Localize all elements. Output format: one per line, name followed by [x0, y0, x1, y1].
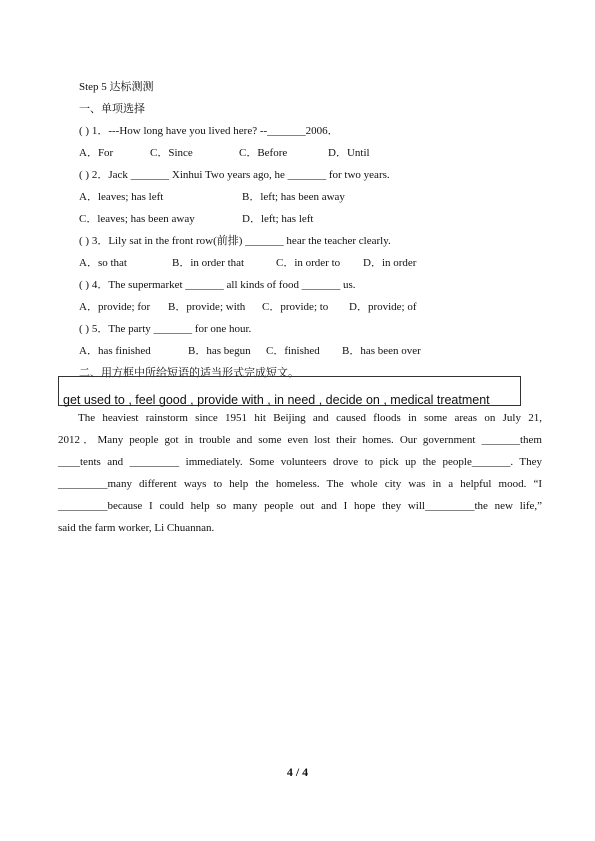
- question-5-stem: ( ) 5．The party _______ for one hour.: [79, 323, 252, 335]
- question-1-stem: ( ) 1．---How long have you lived here? --_______2006．: [79, 125, 339, 137]
- question-2-option: D．left; has left: [242, 213, 314, 225]
- passage-line: ____tents and _________ immediately. Some volunteers drove to pick up the people_______. They: [58, 456, 542, 468]
- question-3-option: C．in order to: [276, 257, 341, 269]
- question-4-stem: ( ) 4．The supermarket _______ all kinds of food _______ us.: [79, 279, 356, 291]
- passage-line: _________because I could help so many people out and I hope they will_________the new life,”: [58, 500, 542, 512]
- question-2-option: B．left; has been away: [242, 191, 345, 203]
- question-1-option: D．Until: [328, 147, 370, 159]
- question-5-option: B．has begun: [188, 345, 251, 357]
- question-2-option: C．leaves; has been away: [79, 213, 195, 225]
- question-1-option: A．For: [79, 147, 114, 159]
- question-4-option: D．provide; of: [349, 301, 417, 313]
- question-4-option: A．provide; for: [79, 301, 151, 313]
- question-2-stem: ( ) 2．Jack _______ Xinhui Two years ago, he _______ for two years.: [79, 169, 390, 181]
- question-3-option: B．in order that: [172, 257, 245, 269]
- question-5-option: B．has been over: [342, 345, 421, 357]
- section-title-single-choice: 一、单项选择: [79, 103, 145, 115]
- question-4-option: B．provide; with: [168, 301, 246, 313]
- question-3-stem: ( ) 3．Lily sat in the front row(前排) _______ hear the teacher clearly.: [79, 235, 391, 247]
- question-5-option: C．finished: [266, 345, 320, 357]
- phrase-list: get used to , feel good , provide with , in need , decide on , medical treatment: [63, 393, 490, 407]
- heading: Step 5 达标测测: [79, 81, 154, 93]
- phrase-box: [58, 376, 521, 406]
- question-5-option: A．has finished: [79, 345, 151, 357]
- question-1-option: C．Before: [239, 147, 288, 159]
- question-3-option: D．in order: [363, 257, 417, 269]
- passage-line: _________many different ways to help the homeless. The whole city was in a helpful mood. “I: [58, 478, 542, 490]
- question-1-option: C．Since: [150, 147, 193, 159]
- passage-line: said the farm worker, Li Chuannan.: [58, 522, 215, 534]
- page-number: 4 / 4: [286, 765, 309, 779]
- question-4-option: C．provide; to: [262, 301, 329, 313]
- passage-line: 2012．Many people got in trouble and some even lost their homes. Our government _______them: [58, 434, 542, 446]
- passage-line: The heaviest rainstorm since 1951 hit Beijing and caused floods in some areas on July 21,: [78, 412, 542, 424]
- question-3-option: A．so that: [79, 257, 127, 269]
- section-title-passage: 二、用方框中所给短语的适当形式完成短文。: [79, 367, 299, 379]
- question-2-option: A．leaves; has left: [79, 191, 164, 203]
